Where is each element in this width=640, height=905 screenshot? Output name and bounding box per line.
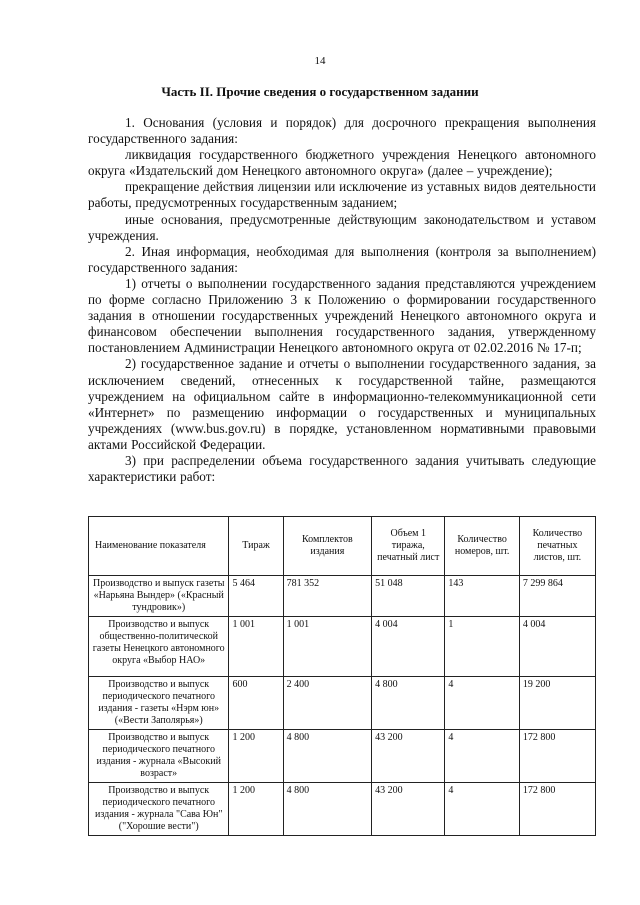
cell-name: Производство и выпуск периодического печатного издания - газеты «Нэрм юн» («Вести Заполярья») xyxy=(89,677,229,730)
header-count: Количество номеров, шт. xyxy=(445,517,519,576)
cell-count: 4 xyxy=(445,730,519,783)
paragraph: прекращение действия лицензии или исключение из уставных видов деятельности работы, предусмотренных государственным заданием; xyxy=(88,179,596,211)
section-heading: Часть II. Прочие сведения о государственном задании xyxy=(161,84,479,99)
cell-volume: 4 800 xyxy=(372,677,445,730)
header-volume: Объем 1 тиража, печатный лист xyxy=(372,517,445,576)
header-tiraz: Тираж xyxy=(229,517,283,576)
paragraph: 2) государственное задание и отчеты о выполнении государственного задания, за исключением сведений, отнесенных к государственной тайне, размещаются учреждением на официальном сайте в информационно-телекоммуникационной сети «Интернет» по размещению информации о государственных и муниципальных учреждениях (www.bus.gov.ru) в порядке, установленном нормативными правовыми актами Российской Федерации. xyxy=(88,356,596,452)
paragraph: иные основания, предусмотренные действующим законодательством и уставом учреждения. xyxy=(88,211,596,243)
paragraph: 1. Основания (условия и порядок) для досрочного прекращения выполнения государственного задания: xyxy=(88,115,596,147)
cell-sheets: 4 004 xyxy=(519,617,595,677)
cell-count: 143 xyxy=(445,576,519,617)
cell-compl: 2 400 xyxy=(283,677,372,730)
cell-sheets: 7 299 864 xyxy=(519,576,595,617)
table-row xyxy=(89,576,596,617)
header-name: Наименование показателя xyxy=(89,517,229,576)
table-row xyxy=(89,677,596,730)
paragraph: 2. Иная информация, необходимая для выполнения (контроля за выполнением) государственного задания: xyxy=(88,243,596,275)
cell-count: 4 xyxy=(445,677,519,730)
body-text xyxy=(88,115,596,485)
table-row xyxy=(89,617,596,677)
cell-compl: 4 800 xyxy=(283,783,372,836)
cell-name: Производство и выпуск периодического печатного издания - журнала «Высокий возраст» xyxy=(89,730,229,783)
table-row xyxy=(89,730,596,783)
cell-tiraz: 1 200 xyxy=(229,730,283,783)
work-characteristics-table xyxy=(88,516,596,836)
cell-compl: 781 352 xyxy=(283,576,372,617)
paragraph: 1) отчеты о выполнении государственного задания представляются учреждением по форме согласно Приложению 3 к Положению о формировании государственного задания в отношении государственных учреждений Ненецкого автономного округа и финансовом обеспечении выполнения государственного задания, утвержденному постановлением Администрации Ненецкого автономного округа от 02.02.2016 № 17-п; xyxy=(88,275,596,356)
page-number: 14 xyxy=(314,55,326,67)
cell-tiraz: 600 xyxy=(229,677,283,730)
cell-tiraz: 1 001 xyxy=(229,617,283,677)
cell-tiraz: 1 200 xyxy=(229,783,283,836)
cell-sheets: 172 800 xyxy=(519,783,595,836)
table-row xyxy=(89,783,596,836)
cell-name: Производство и выпуск периодического печатного издания - журнала "Сава Юн" ("Хорошие вести") xyxy=(89,783,229,836)
cell-sheets: 19 200 xyxy=(519,677,595,730)
cell-volume: 4 004 xyxy=(372,617,445,677)
cell-compl: 1 001 xyxy=(283,617,372,677)
cell-volume: 51 048 xyxy=(372,576,445,617)
cell-count: 1 xyxy=(445,617,519,677)
cell-name: Производство и выпуск общественно-политической газеты Ненецкого автономного округа «Выбор НАО» xyxy=(89,617,229,677)
cell-tiraz: 5 464 xyxy=(229,576,283,617)
paragraph: ликвидация государственного бюджетного учреждения Ненецкого автономного округа «Издательский дом Ненецкого автономного округа» (далее – учреждение); xyxy=(88,147,596,179)
header-compl: Комплектов издания xyxy=(283,517,372,576)
cell-sheets: 172 800 xyxy=(519,730,595,783)
cell-name: Производство и выпуск газеты «Нарьяна Вындер» («Красный тундровик») xyxy=(89,576,229,617)
cell-compl: 4 800 xyxy=(283,730,372,783)
header-sheets: Количество печатных листов, шт. xyxy=(519,517,595,576)
cell-volume: 43 200 xyxy=(372,730,445,783)
cell-volume: 43 200 xyxy=(372,783,445,836)
table-header-row xyxy=(89,517,596,576)
cell-count: 4 xyxy=(445,783,519,836)
paragraph: 3) при распределении объема государственного задания учитывать следующие характеристики работ: xyxy=(88,452,596,485)
